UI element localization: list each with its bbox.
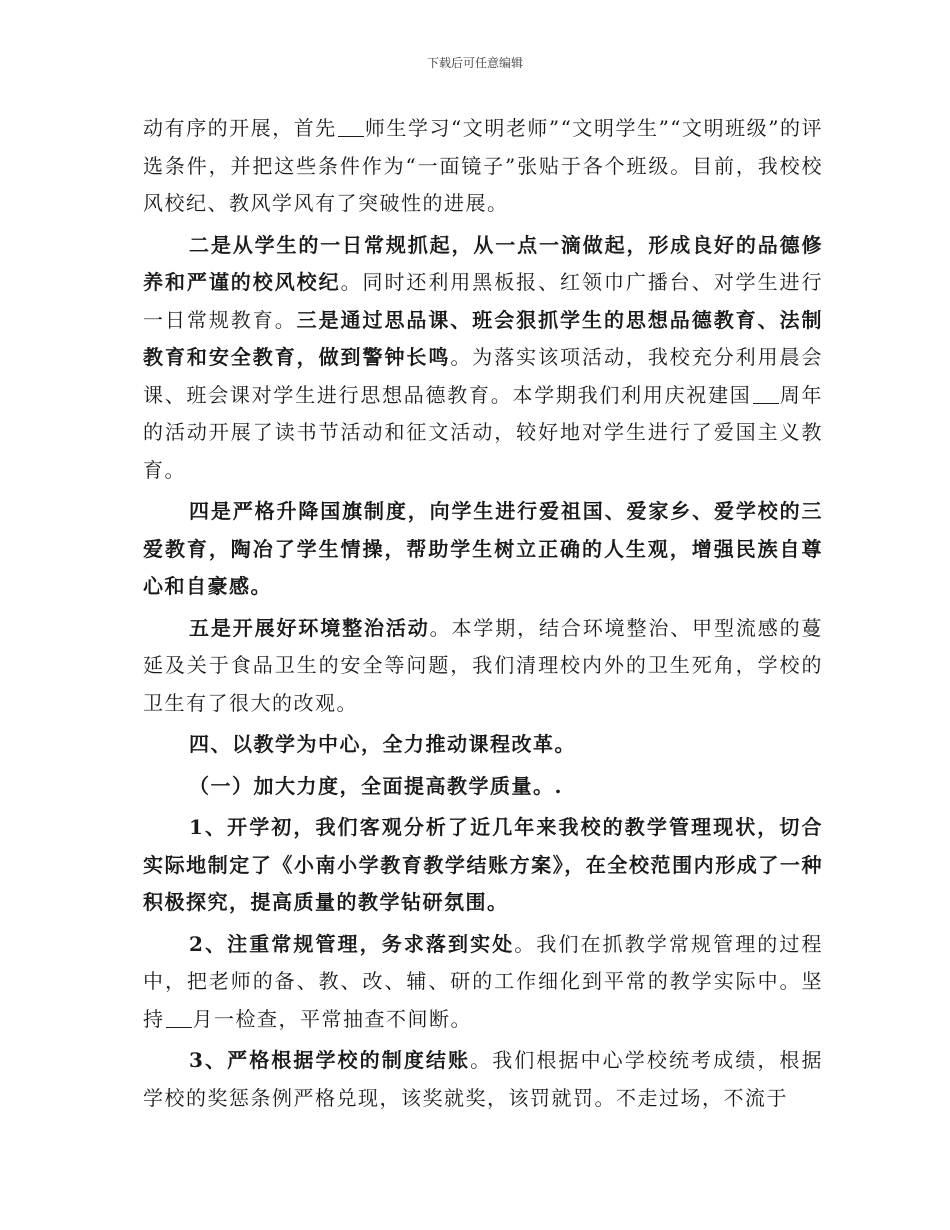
bold-text: 1、开学初，我们客观分析了近几年来我校的教学管理现状，切合实际地制定了《小南小学教育教学结账方案》，在全校范围内形成了一种积极探究，提高质量的教学钻研氛围。 [143,815,823,914]
paragraph [143,110,823,223]
bold-text: 四、以教学为中心，全力推动课程改革。 [189,732,576,756]
blank-underline [166,1007,192,1028]
paragraph [143,809,823,922]
blank-underline [338,116,364,137]
body-text: 月一检查，平常抽查不间断。 [192,1006,472,1031]
bold-text: 二是从学生的一日常规抓起，从一点一滴做起，形成良好的品德修养和严谨的校风校纪 [143,232,823,294]
body-text: 。为落实该项活动，我校充分利用晨会课、班会课对学生进行思想品德教育。本学期我们利用庆祝建国 [143,345,824,407]
body-text: 。我们在抓教学常规管理的过程中，把老师的备、教、改、辅、研的工作细化到平常的教学实际中。坚持 [143,931,823,1031]
page-header: 下载后可任意编辑 [426,56,523,70]
bold-text: 五是开展好环境整治活动 [189,615,430,640]
bold-text: 四是严格升降国旗制度，向学生进行爱祖国、爱家乡、爱学校的三爱教育，陶冶了学生情操，帮助学生树立正确的人生观，增强民族自尊心和自豪感。 [143,499,823,598]
paragraph [143,1042,823,1117]
body-text: 动有序的开展，首先 [143,116,337,140]
paragraph [143,768,823,806]
bold-text: 3、严格根据学校的制度结账 [189,1048,471,1072]
blank-underline [753,383,779,404]
body-text: 周年的活动开展了读书节活动和征文活动，较好地对学生进行了爱国主义教育。 [143,382,824,482]
body-text: 。我们根据中心学校统考成绩，根据学校的奖惩条例严格兑现，该奖就奖，该罚就罚。不走过场，不流于 [143,1048,824,1110]
paragraph [143,227,823,490]
bold-text: 2、注重常规管理，务求落到实处 [189,931,515,956]
document-body [143,110,823,1121]
body-text: 师生学习“文明老师”“文明学生”“文明班级”的评选条件，并把这些条件作为“一面镜子”张贴于各个班级。目前，我校校风校纪、教风学风有了突破性的进展。 [143,116,824,215]
paragraph [143,726,823,764]
paragraph [143,926,823,1039]
bold-text: 三是通过思品课、班会狠抓学生的思想品德教育、法制教育和安全教育，做到警钟长鸣 [143,307,824,369]
body-text: 。本学期，结合环境整治、甲型流感的蔓延及关于食品卫生的安全等问题，我们清理校内外的卫生死角，学校的卫生有了很大的改观。 [143,615,823,715]
bold-text: （一）加大力度，全面提高教学质量。. [189,773,563,798]
paragraph [143,493,823,606]
body-text: 。同时还利用黑板报、红领巾广播台、对学生进行一日常规教育。 [143,270,824,332]
paragraph [143,610,823,723]
